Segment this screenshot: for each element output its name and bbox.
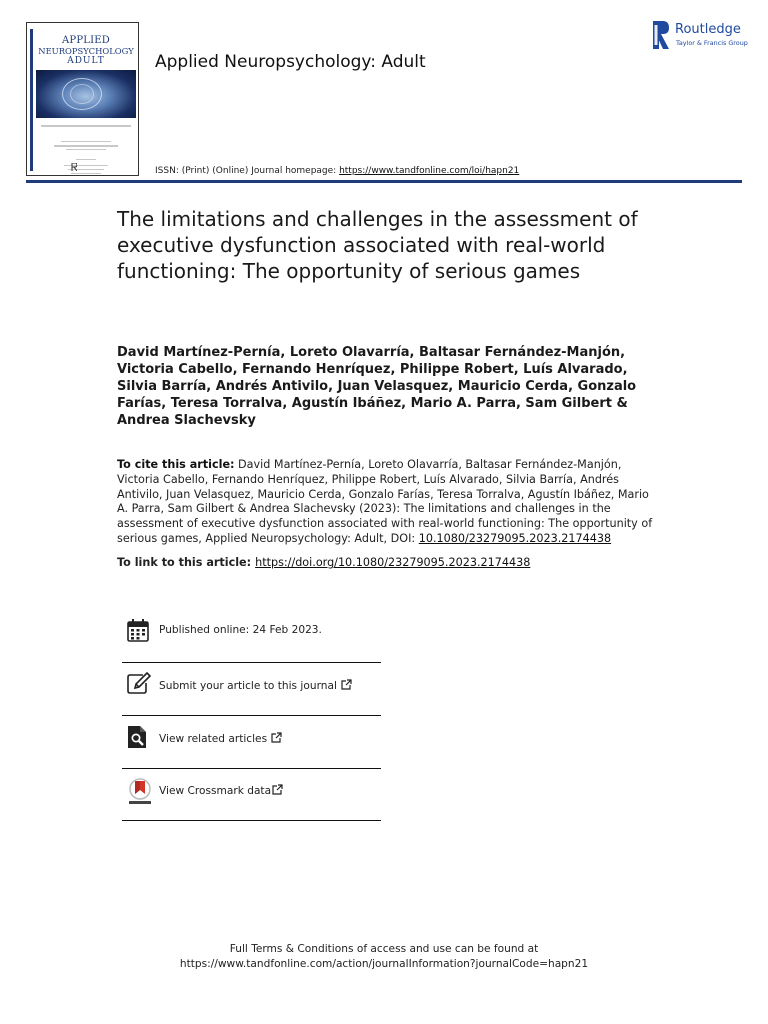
related-articles-label bbox=[159, 732, 282, 745]
article-authors: David Martínez-Pernía, Loreto Olavarría, Baltasar Fernández-Manjón, Victoria Cabello, Fernando Henríquez, Philippe Robert, Luís Alvarado, Silvia Barría, Andrés Antivilo, Juan Velasquez, Mauricio Cerda, Gonzalo Farías, Teresa Torralva, Agustín Ibáñez, Mario A. Parra, Sam Gilbert & Andrea Slachevsky bbox=[117, 345, 637, 428]
crossmark-label bbox=[159, 784, 283, 797]
cover-title bbox=[35, 36, 137, 66]
related-articles-link[interactable] bbox=[122, 725, 381, 751]
journal-name: Applied Neuropsychology: Adult bbox=[155, 52, 426, 72]
edit-icon bbox=[127, 672, 151, 694]
submit-article-label bbox=[159, 679, 352, 692]
publisher-group: Taylor & Francis Group bbox=[676, 39, 748, 47]
cover-title-line3: ADULT bbox=[67, 56, 105, 66]
crossmark-link[interactable] bbox=[122, 778, 381, 806]
cover-spine-bar bbox=[30, 29, 33, 171]
cite-text: David Martínez-Pernía, Loreto Olavarría, Baltasar Fernández-Manjón, Victoria Cabello, Fernando Henríquez, Philippe Robert, Luís Alvarado, Silvia Barría, Andrés Antivilo, Juan Velasquez, Mauricio Cerda, Gonzalo Farías, Teresa Torralva, Agustín Ibáñez, Mario A. Parra, Sam Gilbert & Andrea Slachevsky (2023): The limitations and challenges in the assessment of executive dysfunction associated with real-world functioning: The opportunity of serious games, Applied Neuropsychology: Adult, DOI: bbox=[117, 458, 653, 545]
link-label: To link to this article: bbox=[117, 556, 252, 569]
cover-text-block bbox=[66, 149, 106, 150]
header-divider bbox=[26, 180, 742, 183]
article-title: The limitations and challenges in the assessment of executive dysfunction associated with real-world functioning: The opportunity of serious games bbox=[117, 207, 638, 283]
cover-text-block bbox=[41, 125, 131, 127]
cite-label: To cite this article: bbox=[117, 458, 235, 471]
cover-routledge-logo-icon bbox=[71, 163, 77, 171]
publisher-logo[interactable] bbox=[653, 21, 753, 51]
divider bbox=[122, 662, 381, 663]
cite-doi-link[interactable]: 10.1080/23279095.2023.2174438 bbox=[418, 531, 612, 545]
cover-title-line2: NEUROPSYCHOLOGY bbox=[38, 46, 134, 56]
terms-footer bbox=[0, 942, 768, 972]
cover-text-block bbox=[76, 159, 96, 160]
external-link-icon bbox=[341, 679, 352, 690]
issn-text: ISSN: (Print) (Online) Journal homepage: bbox=[155, 166, 340, 176]
cover-text-block bbox=[71, 173, 101, 174]
related-articles-text: View related articles bbox=[159, 733, 268, 745]
published-online-text: Published online: 24 Feb 2023. bbox=[159, 624, 322, 636]
submit-article-link[interactable] bbox=[122, 672, 381, 698]
calendar-icon bbox=[127, 618, 149, 642]
external-link-icon bbox=[272, 784, 283, 795]
issn-line bbox=[155, 166, 519, 176]
publisher-name: Routledge bbox=[675, 22, 741, 37]
divider bbox=[122, 715, 381, 716]
journal-cover-thumbnail bbox=[26, 22, 139, 176]
cover-brain-image bbox=[36, 70, 136, 118]
submit-article-text: Submit your article to this journal bbox=[159, 680, 337, 692]
divider bbox=[122, 820, 381, 821]
divider bbox=[122, 768, 381, 769]
crossmark-icon bbox=[127, 778, 153, 806]
external-link-icon bbox=[271, 732, 282, 743]
crossmark-text: View Crossmark data bbox=[159, 785, 272, 797]
terms-line: Full Terms & Conditions of access and use can be found at bbox=[229, 943, 539, 955]
search-document-icon bbox=[127, 725, 149, 749]
terms-url[interactable]: https://www.tandfonline.com/action/journalInformation?journalCode=hapn21 bbox=[179, 958, 589, 970]
journal-homepage-link[interactable]: https://www.tandfonline.com/loi/hapn21 bbox=[339, 166, 520, 176]
cover-text-block bbox=[54, 145, 118, 147]
published-online-row bbox=[122, 618, 381, 644]
article-doi-link[interactable]: https://doi.org/10.1080/23279095.2023.2174438 bbox=[255, 556, 531, 569]
citation-block bbox=[117, 458, 655, 547]
cover-title-line1: APPLIED bbox=[62, 35, 110, 46]
routledge-r-icon bbox=[653, 21, 670, 49]
article-link-line bbox=[117, 556, 530, 569]
cover-text-block bbox=[61, 141, 111, 142]
